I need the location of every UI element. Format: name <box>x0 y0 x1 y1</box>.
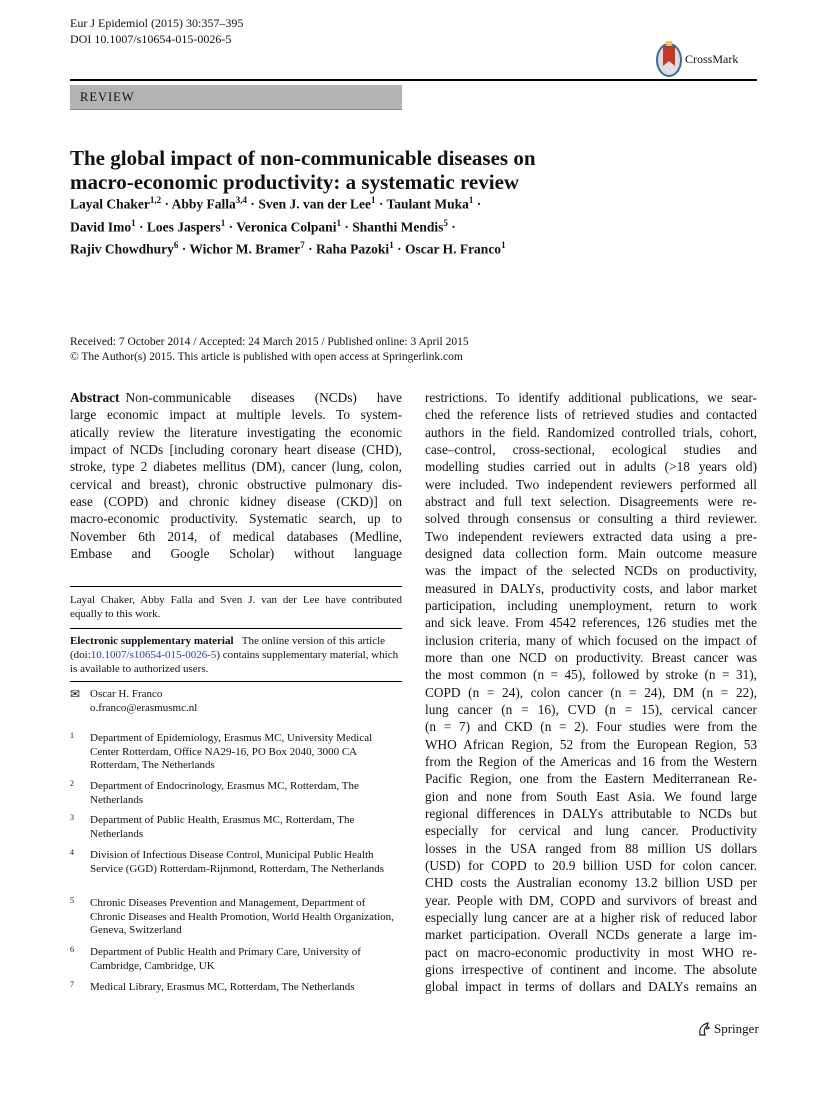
crossmark-icon <box>656 40 682 78</box>
author-affiliation-marker: 1 <box>389 240 394 250</box>
abstract-line: modelling studies carried out in adults (>18 years old) <box>425 459 757 475</box>
abstract-line: market participation. Overall NCDs generate a large im- <box>425 927 757 943</box>
abstract-line: pact on macro-economic productivity in most WHO re- <box>425 944 757 960</box>
affiliation <box>70 780 402 807</box>
esm-heading: Electronic supplementary material <box>70 635 234 647</box>
author-affiliation-marker: 6 <box>173 240 179 250</box>
affiliation <box>70 946 402 973</box>
abstract-line: were included. Two independent reviewers performed all <box>425 476 757 492</box>
abstract-line: cervical and breast), chronic obstructive pulmonary dis- <box>70 476 402 492</box>
affiliation-text: Department of Epidemiology, Erasmus MC, University Medical Center Rotterdam, Office NA29-16, PO Box 2040, 3000 CA Rotterdam, The Netherlands <box>90 732 373 772</box>
publisher-logo <box>697 1021 759 1037</box>
journal-citation: Eur J Epidemiol (2015) 30:357–395 <box>70 16 244 30</box>
corresponding-author <box>70 687 402 715</box>
section-label: REVIEW <box>70 85 402 110</box>
corresponding-name: Oscar H. Franco <box>90 688 163 700</box>
author-name[interactable]: Abby Falla <box>171 196 236 212</box>
author-line: Layal Chaker$^{1,2}$ · Abby Falla$^{3,4}$ · Sven J. van der Lee$^1$ · Taulant Muka$^1$ · <box>70 195 482 212</box>
abstract-line: participation, including unemployment, return to work <box>425 597 757 613</box>
author-name[interactable]: Layal Chaker <box>70 196 150 212</box>
affiliation-number: 1 <box>70 731 74 740</box>
author-affiliation-marker: 1 <box>468 195 474 205</box>
abstract-line: designed data collection form. Main outcome measure <box>425 545 757 561</box>
corresponding-email[interactable]: o.franco@erasmusmc.nl <box>90 702 198 714</box>
history-dates: Received: 7 October 2014 / Accepted: 24 March 2015 / Published online: 3 April 2015 <box>70 336 469 348</box>
affiliation-text: Medical Library, Erasmus MC, Rotterdam, The Netherlands <box>90 981 355 993</box>
author-affiliation-marker: 1 <box>501 240 506 250</box>
abstract-line: macro-economic productivity. Systematic search, up to <box>70 511 402 527</box>
affiliation-text: Department of Public Health, Erasmus MC, Rotterdam, The Netherlands <box>90 814 355 840</box>
abstract-line: ched the reference lists of retrieved studies and contacted <box>425 407 757 423</box>
abstract-heading: Abstract <box>70 390 120 405</box>
affiliation <box>70 849 402 876</box>
title-line: The global impact of non-communicable diseases on <box>70 146 536 170</box>
footnote-rule <box>70 586 402 587</box>
author-line: David Imo$^1$ · Loes Jaspers$^1$ · Veronica Colpani$^1$ · Shanthi Mendis$^5$ · <box>70 217 456 234</box>
author-affiliation-marker: 1 <box>370 195 376 205</box>
doi: DOI 10.1007/s10654-015-0026-5 <box>70 32 232 46</box>
abstract-line: COPD (n = 24), colon cancer (n = 24), DM (n = 22), <box>425 684 757 700</box>
affiliation-number: 5 <box>70 896 74 905</box>
abstract-line: especially for cervical and lung cancer. Productivity <box>425 823 757 839</box>
author-name[interactable]: Oscar H. Franco <box>404 241 502 257</box>
journal-header <box>70 15 243 47</box>
author-affiliation-marker: 7 <box>300 240 305 250</box>
title-line: macro-economic productivity: a systematic review <box>70 170 520 194</box>
publisher-name: Springer <box>714 1021 759 1036</box>
affiliation <box>70 981 402 995</box>
crossmark-label: CrossMark <box>685 51 739 66</box>
author-name[interactable]: Veronica Colpani <box>236 219 337 234</box>
abstract-line: regional differences in DALYs attributable to NCDs but <box>425 805 757 821</box>
affiliation-text: Department of Public Health and Primary Care, University of Cambridge, Cambridge, UK <box>90 946 361 972</box>
footnote-rule <box>70 628 402 629</box>
springer-horse-icon <box>697 1021 711 1037</box>
crossmark-badge[interactable] <box>656 40 738 78</box>
abstract-line: gions irrespective of continent and income. The absolute <box>425 961 757 977</box>
abstract-line: atically review the literature investigating the economic <box>70 424 402 440</box>
author-affiliation-marker: 1 <box>220 217 226 228</box>
abstract-line: stroke, type 2 diabetes mellitus (DM), cancer (lung, colon, <box>70 459 402 475</box>
affiliation-number: 3 <box>70 813 74 822</box>
abstract-line: and sick leave. From 4542 references, 126 studies met the <box>425 615 757 631</box>
abstract-line: (n = 7) and CKD (n = 2). Four studies were from the <box>425 719 757 735</box>
abstract-line: Embase and Google Scholar) without language <box>70 545 402 561</box>
abstract-line: especially lung cancer are at a higher risk of reduced labor <box>425 909 757 925</box>
abstract-left-column <box>70 389 402 562</box>
envelope-icon: ✉ <box>70 687 81 701</box>
abstract-line: restrictions. To identify additional publications, we sear- <box>425 390 757 405</box>
esm-text: The online version of this article (doi: <box>70 635 386 661</box>
abstract-line: year. People with DM, COPD and survivors of breast and <box>425 892 757 908</box>
abstract-right-column <box>425 389 757 995</box>
esm-text: ) contains supplementary material, which is available to authorized users. <box>70 649 399 675</box>
abstract-line: WHO African Region, 52 from the European Region, 53 <box>425 736 757 752</box>
equal-contribution-note: Layal Chaker, Abby Falla and Sven J. van der Lee have contributed equally to this work. <box>70 594 402 620</box>
author-line: Rajiv Chowdhury$^6$ · Wichor M. Bramer$^7$ · Raha Pazoki$^1$ · Oscar H. Franco$^1$ <box>70 240 506 257</box>
author-name[interactable]: David Imo <box>70 219 132 234</box>
abstract-line: measured in DALYs, productivity costs, and labor market <box>425 580 757 596</box>
abstract-line: from the Region of the Americas and 16 from the Western <box>425 753 757 769</box>
affiliation-text: Division of Infectious Disease Control, Municipal Public Health Service (GGD) Rotterdam-Rijnmond, Rotterdam, The Netherlands <box>90 849 384 875</box>
article-dates <box>70 335 469 365</box>
author-affiliation-marker: 1 <box>131 217 136 228</box>
affiliation <box>70 732 402 773</box>
abstract-line: case–control, cross-sectional, ecological studies and <box>425 441 757 457</box>
author-name[interactable]: Wichor M. Bramer <box>189 241 301 257</box>
affiliation-number: 2 <box>70 779 74 788</box>
author-affiliation-marker: 5 <box>443 217 448 228</box>
copyright: © The Author(s) 2015. This article is published with open access at Springerlink.com <box>70 351 463 363</box>
abstract-line: impact of NCDs [including coronary heart disease (CHD), <box>70 441 402 457</box>
affiliation-text: Chronic Diseases Prevention and Management, Department of Chronic Diseases and Health Promotion, World Health Organization, Geneva, Switzerland <box>90 897 394 937</box>
abstract-line: inclusion criteria, many of which focused on the impact of <box>425 632 757 648</box>
author-name[interactable]: Rajiv Chowdhury <box>70 241 174 257</box>
abstract-line: the most common (n = 45), followed by stroke (n = 31), <box>425 667 757 683</box>
abstract-line: lung cancer (n = 16), CVD (n = 15), cervical cancer <box>425 701 757 717</box>
esm-doi-link[interactable]: 10.1007/s10654-015-0026-5 <box>90 649 217 661</box>
author-name[interactable]: Sven J. van der Lee <box>258 196 371 212</box>
abstract-line: more than one NCD on productivity. Breast cancer was <box>425 649 757 665</box>
affiliation-text: Department of Endocrinology, Erasmus MC, Rotterdam, The Netherlands <box>90 780 359 806</box>
affiliation-number: 6 <box>70 945 74 954</box>
affiliation-number: 7 <box>70 980 74 989</box>
abstract-line: losses in the USA ranged from 88 million US dollars <box>425 840 757 856</box>
abstract-line: ease (COPD) and chronic kidney disease (CKD)] on <box>70 493 402 509</box>
author-name[interactable]: Shanthi Mendis <box>352 219 444 234</box>
abstract-line: Pacific Region, one from the Eastern Mediterranean Re- <box>425 771 757 787</box>
author-affiliation-marker: 3,4 <box>235 195 248 205</box>
author-list <box>70 191 506 259</box>
author-affiliation-marker: 1,2 <box>149 195 162 205</box>
abstract-line: authors in the field. Randomized controlled trials, cohort, <box>425 424 757 440</box>
author-name[interactable]: Taulant Muka <box>386 196 469 212</box>
abstract-line: large economic impact at multiple levels. To system- <box>70 407 402 423</box>
abstract-line <box>70 389 402 406</box>
footnote-rule <box>70 681 402 682</box>
abstract-line: abstract and full text selection. Disagreements were re- <box>425 493 757 509</box>
affiliation <box>70 897 402 938</box>
abstract-line: was the impact of the selected NCDs on productivity, <box>425 563 757 579</box>
article-title <box>70 146 536 194</box>
abstract-line: solved through consensus or consulting a third reviewer. <box>425 511 757 527</box>
abstract-line: CHD costs the Australian economy 13.2 billion USD per <box>425 875 757 891</box>
affiliation <box>70 814 402 841</box>
affiliation-number: 4 <box>70 848 74 857</box>
abstract-text: Non-communicable diseases (NCDs) have <box>125 390 402 405</box>
author-name[interactable]: Raha Pazoki <box>316 241 390 257</box>
abstract-line: global impact in terms of dollars and DALYs remains an <box>425 979 757 995</box>
author-name[interactable]: Loes Jaspers <box>146 219 221 234</box>
abstract-line: (USD) for COPD to 20.9 billion USD for colon cancer. <box>425 857 757 873</box>
abstract-line: Two independent reviewers extracted data using a pre- <box>425 528 757 544</box>
author-affiliation-marker: 1 <box>336 217 341 228</box>
abstract-line: November 6th 2014, of medical databases (Medline, <box>70 528 402 544</box>
esm-note <box>70 634 402 676</box>
header-rule <box>70 79 757 81</box>
abstract-line: gion and none from South East Asia. We found large <box>425 788 757 804</box>
